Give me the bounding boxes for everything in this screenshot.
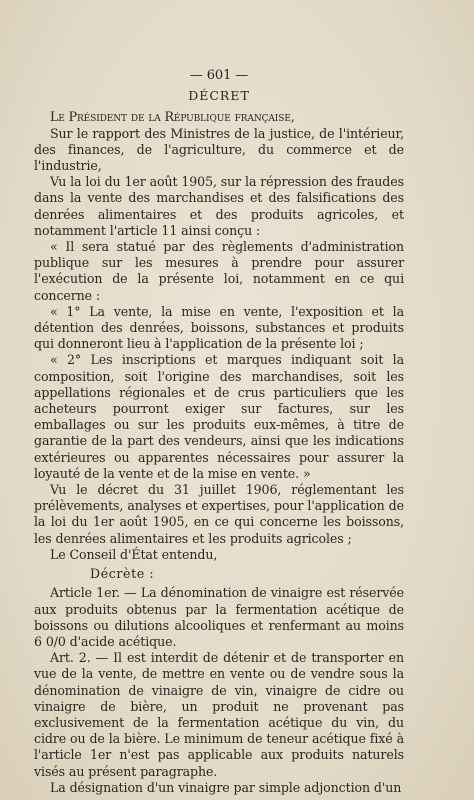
quoted-article-11: « Il sera statué par des règlements d'administration publique sur les mesures à prendre pour assurer l'exécution de la présente loi, notamment en ce qui concerne :	[34, 239, 404, 303]
decrete-heading: Décrète :	[90, 566, 155, 582]
preamble-ministers: Sur le rapport des Ministres de la justice, de l'intérieur, des finances, de l'agriculture, du commerce et de l'industrie,	[34, 125, 404, 174]
article-2: Art. 2. — Il est interdit de détenir et de transporter en vue de la vente, de mettre en vente ou de vendre sous la dénomination de vinaigre de vin, vinaigre de cidre ou vinaigre de bière, un produit ne provenant pas exclusivement de la fermentation acétique du vin, du cidre ou de la bière. Le minimum de teneur acétique fixé à l'article 1er n'est pas applicable aux produits naturels visés au présent paragraphe.	[34, 650, 404, 779]
preamble-law-1905: Vu la loi du 1er août 1905, sur la répression des fraudes dans la vente des marchandises et des falsifications des denrées alimentaires et des produits agricoles, et notamment l'article 11 ainsi conçu :	[34, 174, 404, 238]
preamble-decree-1906: Vu le décret du 31 juillet 1906, réglementant les prélèvements, analyses et expertises, pour l'application de la loi du 1er août 1905, en ce qui concerne les boissons, les denrées alimentaires et les produits agricoles ;	[34, 482, 404, 546]
preamble-conseil-etat: Le Conseil d'État entendu,	[50, 546, 218, 562]
decree-title: DÉCRET	[188, 88, 250, 104]
preamble-president: Le Président de la République française,	[50, 109, 295, 125]
page-number: — 601 —	[189, 68, 249, 83]
article-3-start: La désignation d'un vinaigre par simple adjonction d'un	[50, 779, 402, 795]
page-content	[34, 68, 404, 796]
quoted-item-1: « 1° La vente, la mise en vente, l'exposition et la détention des denrées, boissons, substances et produits qui donneront lieu à l'application de la présente loi ;	[34, 303, 404, 352]
article-1: Article 1er. — La dénomination de vinaigre est réservée aux produits obtenus par la fermentation acétique de boissons ou dilutions alcooliques et renfermant au moins 6 0/0 d'acide acétique.	[34, 585, 404, 649]
quoted-item-2: « 2° Les inscriptions et marques indiquant soit la composition, soit l'origine des marchandises, soit les appellations régionales et de crus particuliers que les acheteurs pourront exiger sur factures, sur les emballages ou sur les produits eux-mêmes, à titre de garantie de la part des vendeurs, ainsi que les indications extérieures ou apparentes nécessaires pour assurer la loyauté de la vente et de la mise en vente. »	[34, 352, 404, 481]
